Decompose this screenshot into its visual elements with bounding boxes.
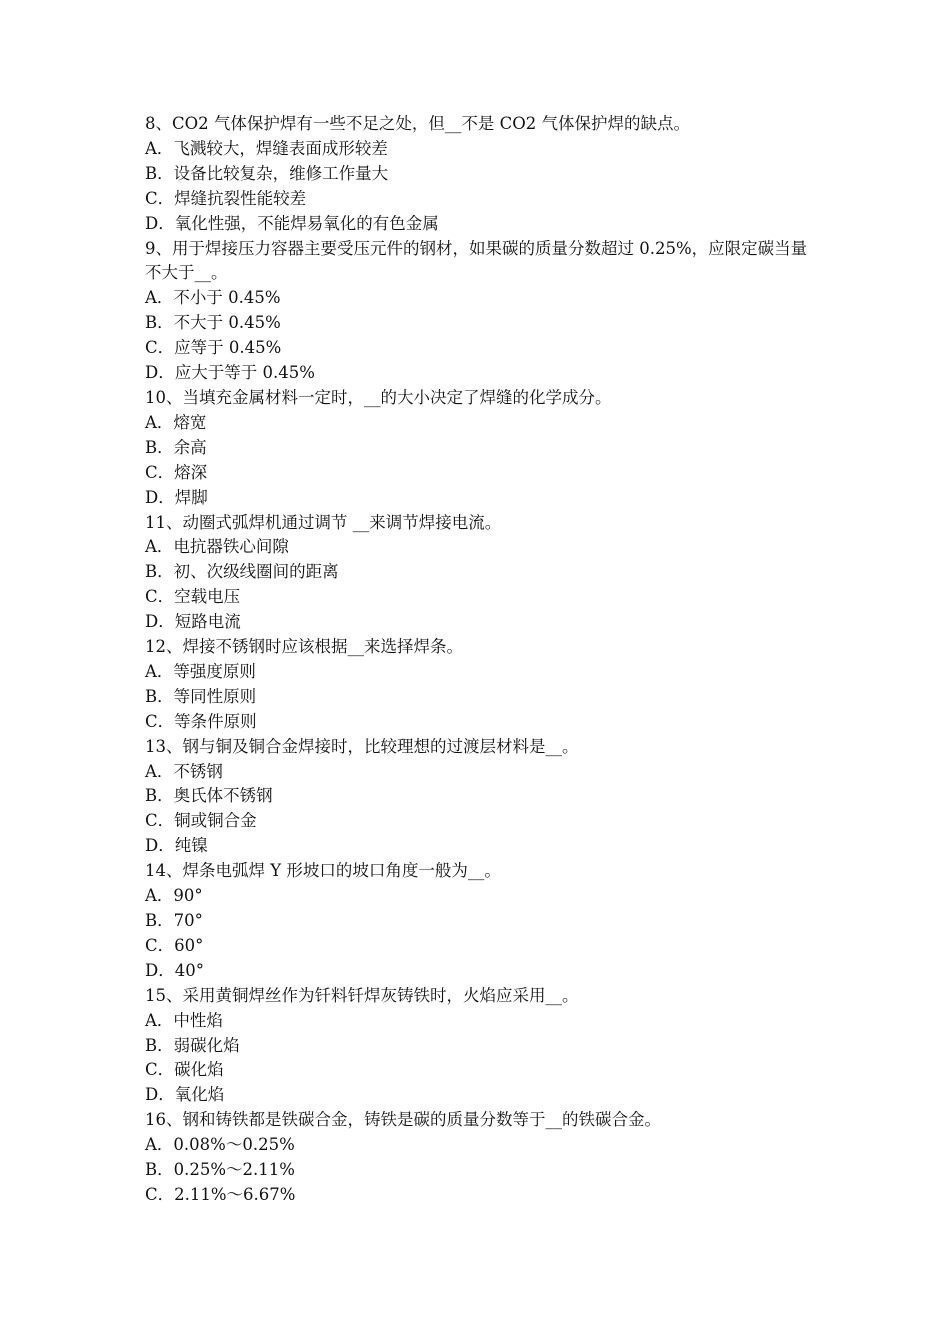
question-8-option-c: C．焊缝抗裂性能较差 — [145, 188, 307, 208]
question-14-option-c: C．60° — [145, 935, 204, 955]
question-14-stem: 14、焊条电弧焊 Y 形坡口的坡口角度一般为__。 — [145, 861, 501, 881]
question-8-option-a: A．飞溅较大，焊缝表面成形较差 — [145, 138, 388, 158]
question-12-option-b: B．等同性原则 — [145, 686, 257, 706]
question-12-option-a: A．等强度原则 — [145, 661, 256, 681]
question-16-option-a: A．0.08%～0.25% — [145, 1135, 295, 1155]
question-11-option-c: C．空载电压 — [145, 587, 241, 607]
question-13-option-b: B．奥氏体不锈钢 — [145, 786, 273, 806]
question-14-option-d: D．40° — [145, 960, 204, 980]
question-12-stem: 12、焊接不锈钢时应该根据__来选择焊条。 — [145, 637, 463, 657]
question-16-option-c: C．2.11%～6.67% — [145, 1184, 296, 1204]
document-page — [145, 112, 813, 1208]
question-10-stem: 10、当填充金属材料一定时，__的大小决定了焊缝的化学成分。 — [145, 387, 612, 407]
question-10-option-c: C．熔深 — [145, 462, 208, 482]
question-8-option-b: B．设备比较复杂，维修工作量大 — [145, 163, 389, 183]
question-10-option-b: B．余高 — [145, 437, 207, 457]
question-15-stem: 15、采用黄铜焊丝作为钎料钎焊灰铸铁时，火焰应采用__。 — [145, 985, 579, 1005]
question-15-option-c: C．碳化焰 — [145, 1060, 224, 1080]
question-10-option-a: A．熔宽 — [145, 412, 207, 432]
question-9-option-c: C．应等于 0.45% — [145, 338, 282, 358]
question-13-option-c: C．铜或铜合金 — [145, 811, 257, 831]
question-15-option-a: A．中性焰 — [145, 1010, 223, 1030]
question-16-option-b: B．0.25%～2.11% — [145, 1160, 295, 1180]
question-14-option-a: A．90° — [145, 886, 203, 906]
question-12-option-c: C．等条件原则 — [145, 711, 257, 731]
question-8-stem: 8、CO2 气体保护焊有一些不足之处，但__不是 CO2 气体保护焊的缺点。 — [145, 114, 691, 133]
question-11-option-b: B．初、次级线圈间的距离 — [145, 562, 339, 582]
question-11-stem: 11、动圈式弧焊机通过调节 __来调节焊接电流。 — [145, 512, 502, 532]
question-13-option-a: A．不锈钢 — [145, 761, 223, 781]
question-9-stem: 9、用于焊接压力容器主要受压元件的钢材，如果碳的质量分数超过 0.25%，应限定碳当量不大于__。 — [145, 238, 808, 283]
question-11-option-a: A．电抗器铁心间隙 — [145, 537, 289, 557]
question-9-option-d: D．应大于等于 0.45% — [145, 363, 315, 383]
question-13-option-d: D．纯镍 — [145, 836, 208, 856]
question-16-stem: 16、钢和铸铁都是铁碳合金，铸铁是碳的质量分数等于__的铁碳合金。 — [145, 1110, 661, 1130]
question-14-option-b: B．70° — [145, 911, 203, 930]
question-15-option-d: D．氧化焰 — [145, 1085, 225, 1105]
question-11-option-d: D．短路电流 — [145, 612, 241, 632]
question-10-option-d: D．焊脚 — [145, 487, 208, 507]
question-13-stem: 13、钢与铜及铜合金焊接时，比较理想的过渡层材料是__。 — [145, 736, 579, 756]
question-8-option-d: D．氧化性强，不能焊易氧化的有色金属 — [145, 213, 439, 233]
question-9-option-a: A．不小于 0.45% — [145, 288, 281, 308]
question-9-option-b: B．不大于 0.45% — [145, 313, 281, 333]
question-15-option-b: B．弱碳化焰 — [145, 1035, 240, 1055]
